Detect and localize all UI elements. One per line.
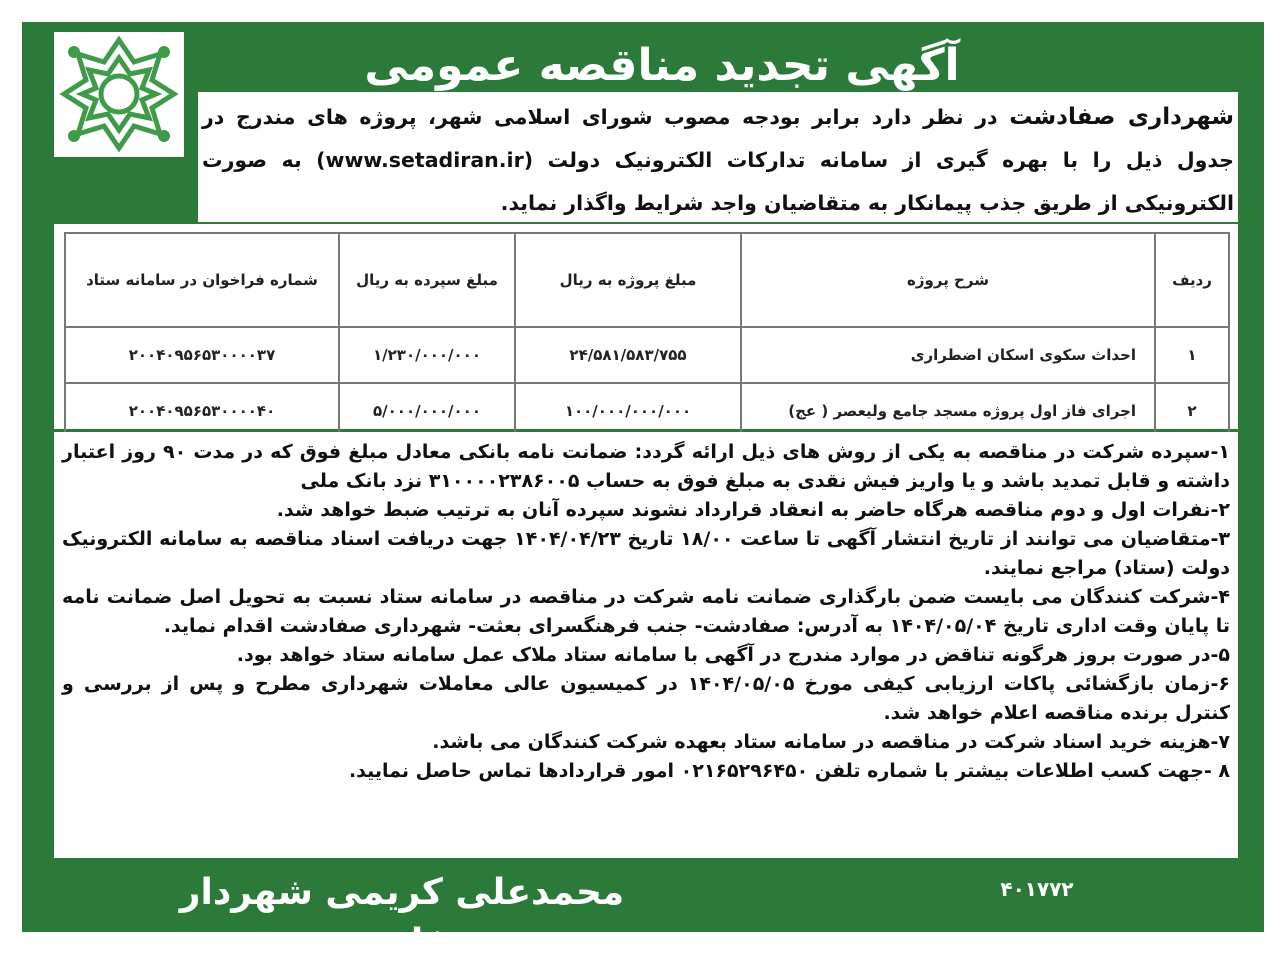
condition-item: ۳-متقاضیان می توانند از تاریخ انتشار آگهی تا ساعت ۱۸/۰۰ تاریخ ۱۴۰۴/۰۴/۲۳ جهت دریافت اسناد مناقصه به سامانه الکترونیک دولت (ستاد) مراجع نمایند. [62, 528, 1230, 579]
header-tender-number: شماره فراخوان در سامانه ستاد [65, 233, 339, 327]
intro-text: در نظر دارد برابر بودجه مصوب شورای اسلامی شهر، پروژه های مندرج در جدول ذیل را با بهره گیری از سامانه تدارکات الکترونیک دولت (www.setadiran.ir) به صورت الکترونیکی از طریق جذب پیمانکار به متقاضیان واجد شرایط واگذار نماید. [202, 105, 1234, 215]
cell-tender-number: ۲۰۰۴۰۹۵۶۵۳۰۰۰۰۳۷ [65, 327, 339, 383]
cell-deposit-amount: ۱/۲۳۰/۰۰۰/۰۰۰ [339, 327, 515, 383]
advertisement-frame [22, 22, 1264, 963]
cell-row-number: ۲ [1155, 383, 1229, 439]
cell-deposit-amount: ۵/۰۰۰/۰۰۰/۰۰۰ [339, 383, 515, 439]
intro-lead: شهرداری صفادشت [1009, 104, 1235, 130]
signature: محمدعلی کریمی شهردار صفادشت [179, 872, 625, 963]
condition-item: ۵-در صورت بروز هرگونه تناقض در موارد مندرج در آگهی با سامانه ستاد ملاک عمل سامانه ستاد خواهد بود. [236, 644, 1230, 666]
header-description: شرح پروژه [741, 233, 1155, 327]
cell-project-amount: ۲۴/۵۸۱/۵۸۳/۷۵۵ [515, 327, 741, 383]
header-row-number: ردیف [1155, 233, 1229, 327]
header-project-amount: مبلغ پروژه به ریال [515, 233, 741, 327]
condition-item: ۴-شرکت کنندگان می بایست ضمن بارگذاری ضمانت نامه شرکت در مناقصه در سامانه ستاد نسبت به تحویل اصل ضمانت نامه تا پایان وقت اداری تاریخ ۱۴۰۴/۰۵/۰۴ به آدرس: صفادشت- جنب فرهنگسرای بعثت- شهرداری صفادشت اقدام نماید. [62, 586, 1230, 637]
condition-item: ۷-هزینه خرید اسناد شرکت در مناقصه در سامانه ستاد بعهده شرکت کنندگان می باشد. [432, 731, 1230, 753]
intro-paragraph [198, 92, 1238, 222]
page-title: آگهی تجدید مناقصه عمومی [364, 40, 960, 91]
cell-description: احداث سکوی اسکان اضطراری [741, 327, 1155, 383]
table-row [65, 327, 1229, 383]
header-deposit-amount: مبلغ سپرده به ریال [339, 233, 515, 327]
municipality-logo-icon [54, 32, 184, 157]
condition-item: ۲-نفرات اول و دوم مناقصه هرگاه حاضر به انعقاد قرارداد نشوند سپرده آنان به ترتیب ضبط خواهد شد. [276, 499, 1230, 521]
table-row [65, 383, 1229, 439]
project-table [64, 232, 1230, 440]
cell-row-number: ۱ [1155, 327, 1229, 383]
cell-project-amount: ۱۰۰/۰۰۰/۰۰۰/۰۰۰ [515, 383, 741, 439]
table-header-row [65, 233, 1229, 327]
condition-item: ۱-سپرده شرکت در مناقصه به یکی از روش های ذیل ارائه گردد: ضمانت نامه بانکی معادل مبلغ فوق که در مدت ۹۰ روز اعتبار داشته و قابل تمدید باشد و یا واریز فیش نقدی به مبلغ فوق به حساب ۳۱۰۰۰۰۲۳۸۶۰۰۵ نزد بانک ملی [62, 441, 1230, 492]
conditions-list [54, 432, 1238, 858]
cell-tender-number: ۲۰۰۴۰۹۵۶۵۳۰۰۰۰۴۰ [65, 383, 339, 439]
condition-item: ۸ -جهت کسب اطلاعات بیشتر با شماره تلفن ۰۲۱۶۵۲۹۶۴۵۰ امور قراردادها تماس حاصل نمایید. [348, 760, 1230, 782]
cell-description: اجرای فاز اول پروژه مسجد جامع ولیعصر ( عج) [741, 383, 1155, 439]
project-table-box [54, 224, 1238, 429]
condition-item: ۶-زمان بازگشائی پاکات ارزیابی کیفی مورخ ۱۴۰۴/۰۵/۰۵ در کمیسیون عالی معاملات شهرداری مطرح و پس از بررسی و کنترل برنده مناقصه اعلام خواهد شد. [62, 673, 1230, 724]
ad-code: ۴۰۱۷۷۲ [1000, 877, 1074, 901]
logo [54, 32, 184, 157]
